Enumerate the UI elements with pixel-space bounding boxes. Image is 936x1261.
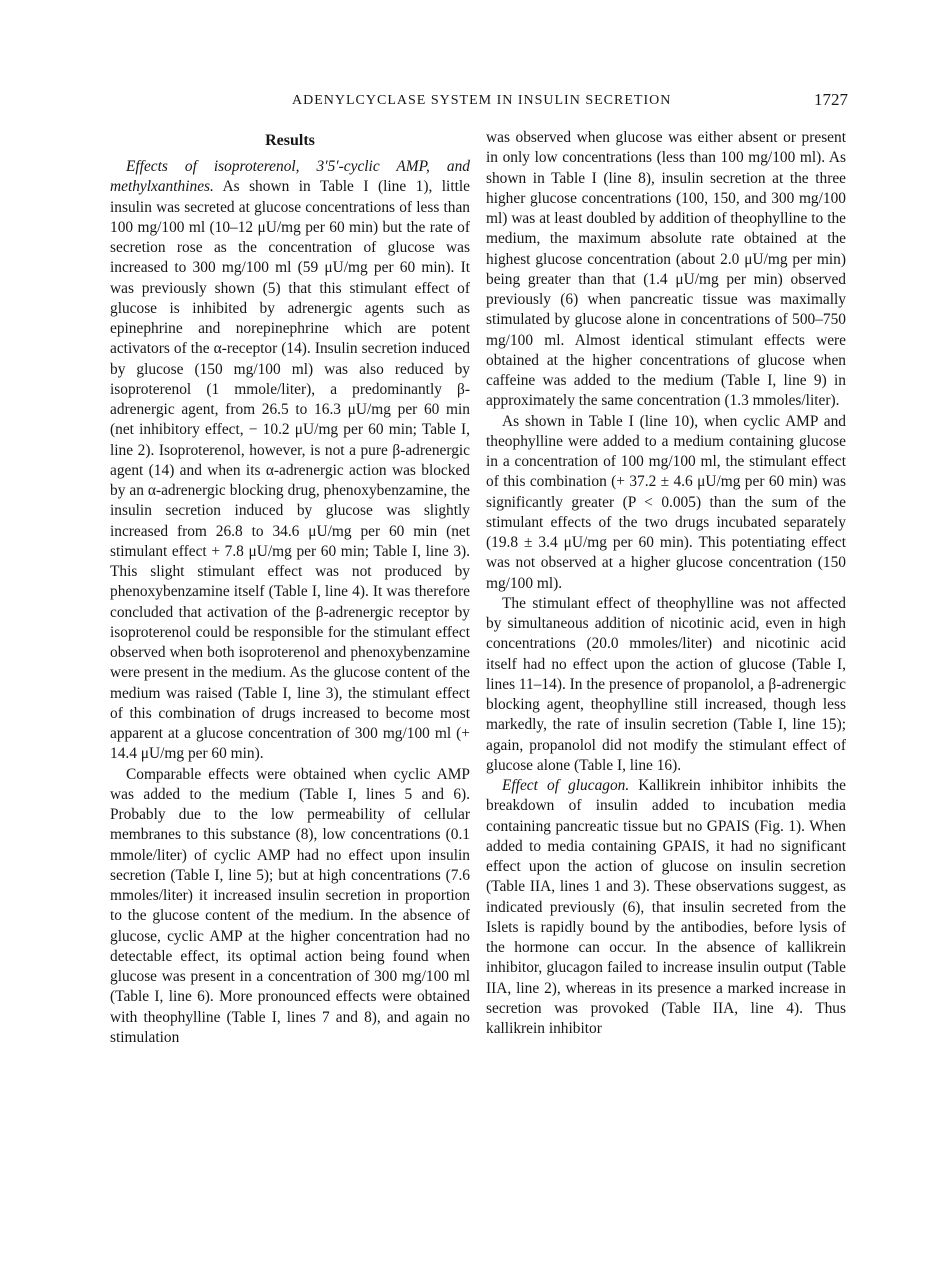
paragraph-continuation: was observed when glucose was either absent or present in only low concentrations (less than 100 mg/100 ml). As shown in Table I (line 8), insulin secretion at the three higher glucose concentrations (100, 150, and 300 mg/100 ml) was at least doubled by addition of theophylline to the medium, the maximum absolute rate obtained at the highest glucose concentration (about 2.0 μU/mg per min) being greater than that (1.4 μU/mg per min) observed previously (6) when pancreatic tissue was maximally stimulated by glucose alone in concentrations of 500–750 mg/100 ml. Almost identical stimulant effects were obtained at the higher concentrations of glucose when caffeine was added to the medium (Table I, line 9) in approximately the same concentration (1.3 mmoles/liter). — [486, 129, 846, 410]
paragraph-text: As shown in Table I (line 1), little insulin was secreted at glucose concentrations of less than 100 mg/100 ml (10–12 μU/mg per 60 min) but the rate of secretion rose as the concentration of glucose was increased to 300 mg/100 ml (59 μU/mg per 60 min). It was previously shown (5) that this stimulant effect of glucose is inhibited by adrenergic agents such as epinephrine and norepinephrine which are potent activators of the α-receptor (14). Insulin secretion induced by glucose (150 mg/100 ml) was also reduced by isoproterenol (1 mmole/liter), a predominantly β-adrenergic agent, from 26.5 to 16.3 μU/mg per 60 min (net inhibitory effect, − 10.2 μU/mg per 60 min; Table I, line 2). Isoproterenol, however, is not a pure β-adrenergic agent (14) and when its α-adrenergic action was blocked by an α-adrenergic blocking drug, phenoxybenzamine, the insulin secretion induced by glucose was slightly increased from 26.8 to 34.6 μU/mg per 60 min (net stimulant effect + 7.8 μU/mg per 60 min; Table I, line 3). This slight stimulant effect was not produced by phenoxybenzamine itself (Table I, line 4). It was therefore concluded that activation of the β-adrenergic receptor by isoproterenol could be responsible for the stimulant effect observed when both isoproterenol and phenoxybenzamine were present in the medium. As the glucose content of the medium was raised (Table I, line 3), the stimulant effect of this combination of drugs increased to become most apparent at a glucose concentration of 300 mg/100 ml (+ 14.4 μU/mg per 60 min). — [110, 178, 470, 763]
section-heading-results: Results — [265, 132, 315, 149]
running-header — [110, 90, 848, 115]
run-in-heading: Effect of glucagon. — [502, 777, 630, 794]
paragraph: As shown in Table I (line 10), when cyclic AMP and theophylline were added to a medium containing glucose in a concentration of 100 mg/100 ml, the stimulant effect of this combination (+ 37.2 ± 4.6 μU/mg per 60 min) was significantly greater (P < 0.005) than the sum of the stimulant effects of the two drugs incubated separately (19.8 ± 3.4 μU/mg per 60 min). This potentiating effect was not observed at a higher glucose concentration (150 mg/100 ml). — [486, 412, 846, 592]
running-title: ADENYLCYCLASE SYSTEM IN INSULIN SECRETION — [292, 93, 672, 108]
page-number: 1727 — [814, 90, 848, 109]
paragraph — [110, 157, 470, 765]
paragraph: Comparable effects were obtained when cyclic AMP was added to the medium (Table I, lines 5 and 6). Probably due to the low permeability of cellular membranes to this substance (8), low concentrations (0.1 mmole/liter) of cyclic AMP had no effect upon insulin secretion (Table I, line 5); but at high concentrations (7.6 mmoles/liter) it increased insulin secretion in proportion to the glucose content of the medium. In the absence of glucose, cyclic AMP at the higher concentration had no detectable effect, its optimal action being found when glucose was present in a concentration of 300 mg/100 ml (Table I, line 6). More pronounced effects were obtained with theophylline (Table I, lines 7 and 8), and again no stimulation — [110, 765, 470, 1046]
left-column — [110, 128, 470, 1048]
paragraph-text: Kallikrein inhibitor inhibits the breakdown of insulin added to incubation media containing pancreatic tissue but no GPAIS (Fig. 1). When added to media containing GPAIS, it had no significant effect upon the action of glucose on insulin secretion (Table IIA, lines 1 and 3). These observations suggest, as indicated previously (6), that insulin secreted from the Islets is rapidly bound by the antibodies, before lysis of the hormone can occur. In the absence of kallikrein inhibitor, glucagon failed to increase insulin output (Table IIA, line 2), whereas in its presence a marked increase in secretion was provoked (Table IIA, line 4). Thus kallikrein inhibitor — [486, 777, 847, 1037]
right-column — [486, 128, 846, 1039]
run-in-heading: Effects of isoproterenol, 3′5′-cyclic AMP, and methylxanthines. — [110, 158, 470, 196]
paragraph — [486, 776, 846, 1039]
paragraph: The stimulant effect of theophylline was not affected by simultaneous addition of nicotinic acid, even in high concentrations (20.0 mmoles/liter) and nicotinic acid itself had no effect upon the action of glucose (Table I, lines 11–14). In the presence of propanolol, a β-adrenergic blocking agent, theophylline still increased, though less markedly, the rate of insulin secretion (Table I, line 15); again, propanolol did not modify the stimulant effect of glucose alone (Table I, line 16). — [486, 594, 846, 774]
